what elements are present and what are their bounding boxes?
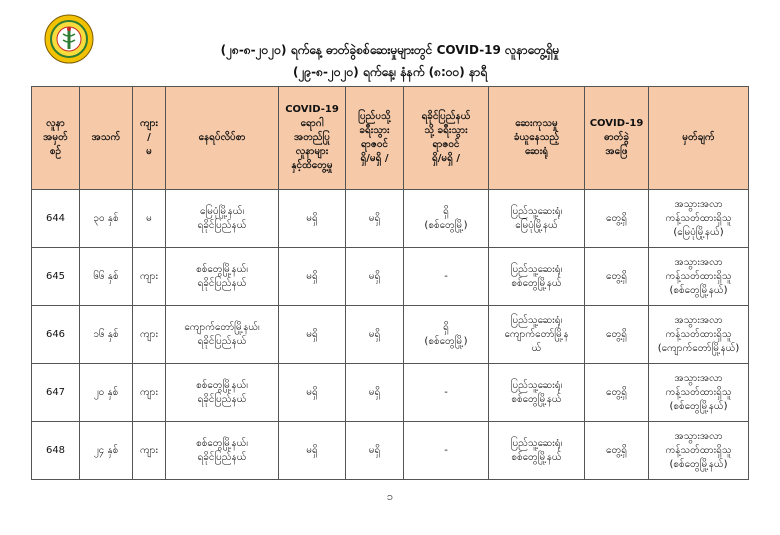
cell-line: ရခိုင်ပြည်နယ် — [197, 451, 247, 463]
col-result-header — [585, 87, 649, 190]
result-cell: တွေ့ရှိ — [585, 190, 649, 248]
remark-cell — [649, 248, 749, 306]
header-line: ဆေးကုသမှု — [515, 118, 558, 129]
cell-line: မြေပုံမြို့နယ် — [515, 219, 558, 231]
case-no-cell: 645 — [32, 248, 80, 306]
header-line: ကျား — [139, 118, 159, 129]
header-line: အသက် — [91, 132, 121, 143]
contact-cell: မရှိ — [279, 422, 346, 480]
rakhine-travel-cell — [404, 248, 489, 306]
cell-line: မြေပုံမြို့နယ်၊ — [199, 205, 245, 217]
sex-cell: ကျား — [133, 364, 166, 422]
cell-line: (မြေပုံမြို့နယ်) — [673, 226, 724, 238]
cell-line: ကျောက်တော်မြို့န — [504, 328, 569, 340]
cell-line: ပြည်သူ့ဆေးရုံ၊ — [510, 437, 563, 449]
cell-line: အသွားအလာ — [674, 314, 723, 326]
header-line: / — [147, 132, 151, 143]
abroad-travel-cell: မရှိ — [346, 248, 404, 306]
address-cell — [166, 190, 279, 248]
hospital-cell — [489, 190, 585, 248]
cell-line: ကန့်သတ်ထားရှိသူ — [665, 212, 732, 224]
result-cell: တွေ့ရှိ — [585, 364, 649, 422]
header-line: မှတ်ချက် — [682, 132, 715, 143]
address-cell — [166, 422, 279, 480]
table-row — [32, 248, 749, 306]
cell-line: စစ်တွေမြို့နယ်၊ — [196, 263, 248, 275]
rakhine-travel-cell — [404, 364, 489, 422]
contact-cell: မရှိ — [279, 364, 346, 422]
cell-line: - — [444, 386, 448, 398]
address-cell — [166, 364, 279, 422]
header-line: ရာဇဝင် — [432, 139, 460, 150]
cell-line: ရှိ — [443, 321, 449, 333]
case-no-cell: 648 — [32, 422, 80, 480]
header-line: ဓာတ်ခွဲ — [603, 132, 630, 143]
cell-line: စစ်တွေမြို့နယ် — [511, 277, 562, 289]
table-row — [32, 190, 749, 248]
cell-line: ရခိုင်ပြည်နယ် — [197, 277, 247, 289]
header-line: နေရပ်လိပ်စာ — [198, 132, 246, 143]
header-line: COVID-19 — [285, 104, 339, 115]
result-cell: တွေ့ရှိ — [585, 248, 649, 306]
table-row — [32, 306, 749, 364]
hospital-cell — [489, 364, 585, 422]
cell-line: ပြည်သူ့ဆေးရုံ၊ — [510, 205, 563, 217]
header-line: အမှတ် — [43, 132, 68, 143]
header-line: မ — [146, 146, 152, 157]
remark-cell — [649, 364, 749, 422]
col-age-header — [80, 87, 133, 190]
cell-line: (စစ်တွေမြို့) — [424, 335, 468, 347]
header-line: ရှိ/မရှိ / — [360, 153, 389, 164]
col-address-header — [166, 87, 279, 190]
col-hospital-header — [489, 87, 585, 190]
cell-line: စစ်တွေမြို့နယ်၊ — [196, 437, 248, 449]
cell-line: (စစ်တွေမြို့နယ်) — [669, 458, 728, 470]
sex-cell: ကျား — [133, 422, 166, 480]
col-contact-header — [279, 87, 346, 190]
cell-line: ရှိ — [443, 205, 449, 217]
cases-table — [31, 86, 749, 480]
abroad-travel-cell: မရှိ — [346, 190, 404, 248]
cell-line: ကန့်သတ်ထားရှိသူ — [665, 270, 732, 282]
rakhine-travel-cell — [404, 306, 489, 364]
table-row — [32, 422, 749, 480]
cell-line: - — [444, 444, 448, 456]
header-line: အတည်ပြု — [294, 132, 330, 143]
cell-line: ကန့်သတ်ထားရှိသူ — [665, 444, 732, 456]
cell-line: ပြည်သူ့ဆေးရုံ၊ — [510, 263, 563, 275]
cell-line: (ကျောက်တော်မြို့နယ်) — [657, 342, 740, 354]
cell-line: အသွားအလာ — [674, 430, 723, 442]
age-cell: ၂၄ နှစ် — [80, 422, 133, 480]
remark-cell — [649, 306, 749, 364]
header-line: ဆေးရုံ — [525, 146, 548, 157]
case-no-cell: 646 — [32, 306, 80, 364]
age-cell: ၆၆ နှစ် — [80, 248, 133, 306]
sex-cell: ကျား — [133, 306, 166, 364]
result-cell: တွေ့ရှိ — [585, 422, 649, 480]
cell-line: ရခိုင်ပြည်နယ် — [197, 219, 247, 231]
header-line: ခံယူနေသည့် — [513, 132, 560, 143]
header-line: စဉ် — [49, 146, 62, 157]
cell-line: အသွားအလာ — [674, 372, 723, 384]
header-line: ရခိုင်ပြည်နယ် — [421, 111, 471, 122]
cell-line: ရခိုင်ပြည်နယ် — [197, 393, 247, 405]
cell-line: (စစ်တွေမြို့) — [424, 219, 468, 231]
header-line: ပြည်ပသို့ — [358, 111, 391, 122]
header-line: ရှိ/မရှိ / — [432, 153, 460, 164]
case-no-cell: 647 — [32, 364, 80, 422]
remark-cell — [649, 190, 749, 248]
age-cell: ၃၀ နှစ် — [80, 190, 133, 248]
contact-cell: မရှိ — [279, 306, 346, 364]
cell-line: ယ် — [531, 342, 542, 354]
hospital-cell — [489, 422, 585, 480]
cell-line: ကန့်သတ်ထားရှိသူ — [665, 328, 732, 340]
header-line: COVID-19 — [589, 118, 644, 129]
report-date: (၂၉-၈-၂၀၂၀) ရက်နေ့၊ နံနက် (၈:၀၀) နာရီ — [292, 65, 487, 79]
table-row — [32, 364, 749, 422]
case-no-cell: 644 — [32, 190, 80, 248]
cell-line: (စစ်တွေမြို့နယ်) — [669, 284, 728, 296]
cell-line: ရခိုင်ပြည်နယ် — [197, 335, 247, 347]
header-line: အဖြေ — [605, 146, 628, 157]
header-line: လူနာများ — [295, 146, 329, 157]
col-abroad-travel-header — [346, 87, 404, 190]
table-header-row — [32, 87, 749, 190]
col-sex-header — [133, 87, 166, 190]
cell-line: ပြည်သူ့ဆေးရုံ၊ — [510, 379, 563, 391]
header-line: ရောဂါ — [300, 118, 324, 129]
remark-cell — [649, 422, 749, 480]
rakhine-travel-cell — [404, 190, 489, 248]
cell-line: စစ်တွေမြို့နယ် — [511, 393, 562, 405]
contact-cell: မရှိ — [279, 248, 346, 306]
cell-line: - — [444, 270, 448, 282]
hospital-cell — [489, 248, 585, 306]
result-cell: တွေ့ရှိ — [585, 306, 649, 364]
col-rakhine-travel-header — [404, 87, 489, 190]
rakhine-travel-cell — [404, 422, 489, 480]
abroad-travel-cell: မရှိ — [346, 422, 404, 480]
abroad-travel-cell: မရှိ — [346, 364, 404, 422]
col-remark-header — [649, 87, 749, 190]
contact-cell: မရှိ — [279, 190, 346, 248]
cell-line: အသွားအလာ — [674, 256, 723, 268]
sex-cell: ကျား — [133, 248, 166, 306]
cell-line: ပြည်သူ့ဆေးရုံ၊ — [510, 314, 563, 326]
report-title: (၂၈-၈-၂၀၂၀) ရက်နေ့ ဓာတ်ခွဲစစ်ဆေးမှုများတွင် COVID-19 လူနာတွေ့ရှိမှု — [220, 43, 560, 57]
cell-line: ကျောက်တော်မြို့နယ်၊ — [184, 321, 260, 333]
cell-line: (စစ်တွေမြို့နယ်) — [669, 400, 728, 412]
header-line: ရာဇဝင် — [361, 139, 388, 150]
header-line: ခရီးသွား — [359, 125, 390, 136]
sex-cell: မ — [133, 190, 166, 248]
header-line: လူနာ — [46, 118, 65, 129]
cell-line: စစ်တွေမြို့နယ် — [511, 451, 562, 463]
cell-line: အသွားအလာ — [674, 198, 723, 210]
cell-line: ကန့်သတ်ထားရှိသူ — [665, 386, 732, 398]
header-line: နှင့်ထိတွေ့မှု — [291, 160, 333, 171]
header-line: သို့ ခရီးသွား — [424, 125, 468, 136]
col-case-no-header — [32, 87, 80, 190]
age-cell: ၂၀ နှစ် — [80, 364, 133, 422]
hospital-cell — [489, 306, 585, 364]
page-number: ၁ — [386, 490, 394, 503]
age-cell: ၁၆ နှစ် — [80, 306, 133, 364]
address-cell — [166, 248, 279, 306]
address-cell — [166, 306, 279, 364]
cell-line: စစ်တွေမြို့နယ်၊ — [196, 379, 248, 391]
abroad-travel-cell: မရှိ — [346, 306, 404, 364]
